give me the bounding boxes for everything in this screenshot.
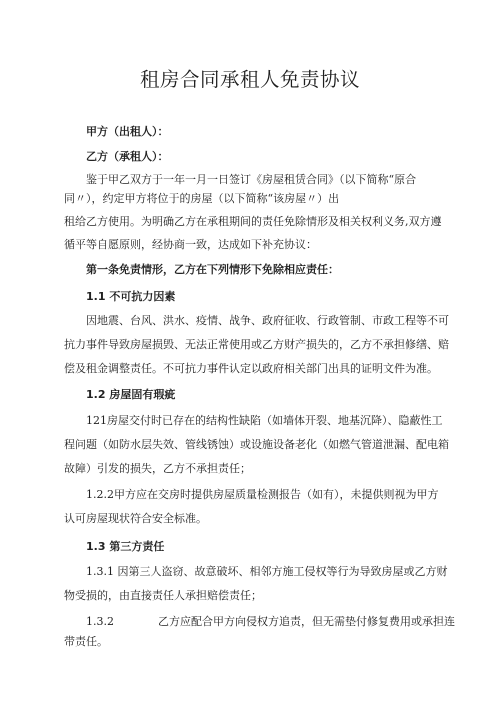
intro-line-2: 同〃），约定甲方将位于的房屋（以下简称“该房屋〃）出 [64,192,340,205]
section-1-1-heading: 1.1 不可抗力因素 [86,290,176,303]
section-1-2-p1-line-1: 121房屋交付时已存在的结构性缺陷（如墙体开裂、地基沉降）、隐蔽性工 [86,414,443,427]
section-1-2-p1-line-2: 程问题（如防水层失效、管线锈蚀）或设施设备老化（如燃气管道泄漏、配电箱 [64,438,449,451]
intro-line-1: 鉴于甲乙双方于一年一月一日签订《房屋租赁合同》（以下简称“原合 [86,173,417,186]
section-1-1-line-3: 偿及租金调整责任。不可抗力事件认定以政府相关部门出具的证明文件为准。 [64,362,438,375]
intro-line-3: 租给乙方使用。为明确乙方在承租期间的责任免除情形及相关权利义务,双方遵 [64,215,442,228]
section-1-3-p1-line-1: 1.3.1 因第三人盗窃、故意破坏、相邻方施工侵权等行为导致房屋或乙方财 [86,565,448,578]
section-1-1-line-2: 抗力事件导致房屋损毁、无法正常使用或乙方财产损失的，乙方不承担修缮、赔 [64,338,449,351]
party-b-label: 乙方（承租人）： [86,150,169,163]
section-1-1-line-1: 因地震、台风、洪水、疫情、战争、政府征收、行政管制、市政工程等不可 [86,314,449,327]
section-1-3-p2-line-1 [86,614,455,630]
article-1-heading: 第一条免责情形，乙方在下列情形下免除相应责任： [86,263,339,276]
section-1-3-p1-line-2: 物受损的，由直接责任人承担赔偿责任； [64,589,262,602]
section-1-3-p2-text: 乙方应配合甲方向侵权方追责，但无需垫付修复费用或承担连 [158,615,455,628]
section-1-3-p2-line-2: 带责任。 [64,635,108,648]
section-1-3-p2-number: 1.3.2 [86,615,114,628]
section-1-2-p1-line-3: 故障）引发的损失，乙方不承担责任； [64,462,251,475]
section-1-2-p2-line-2: 认可房屋现状符合安全标准。 [64,512,207,525]
section-1-3-heading: 1.3 第三方责任 [86,540,165,553]
party-a-label: 甲方（出租人）： [86,125,169,138]
section-1-2-heading: 1.2 房屋固有瑕疵 [86,388,176,401]
section-1-2-p2-line-1: 1.2.2甲方应在交房时提供房屋质量检测报告（如有），未提供则视为甲方 [86,488,439,501]
intro-line-4: 循平等自愿原则，经协商一致，达成如下补充协议： [64,238,317,251]
document-title: 租房合同承租人免责协议 [139,68,360,91]
